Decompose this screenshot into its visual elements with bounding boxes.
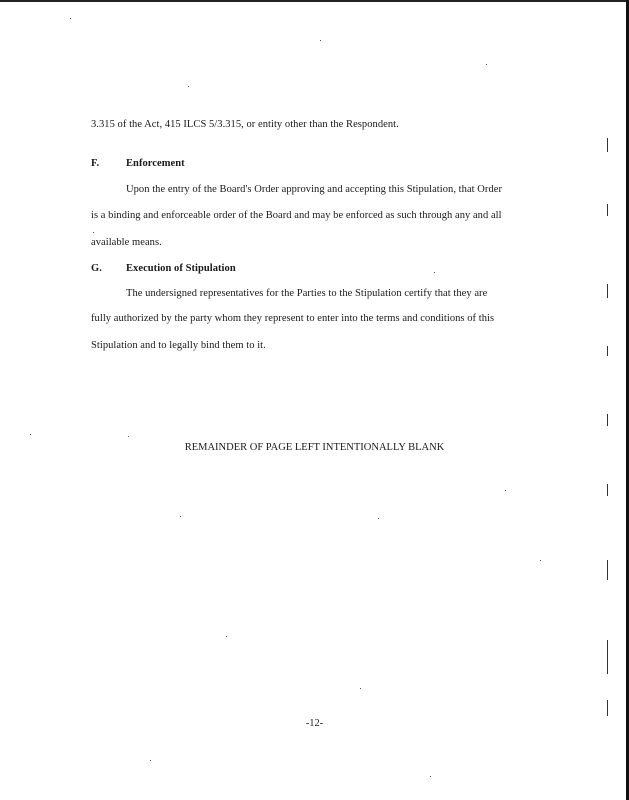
scan-speck <box>505 490 506 491</box>
scan-speck <box>430 776 431 777</box>
scan-speck <box>434 272 435 273</box>
text-line-4: is a binding and enforceable order of the Board and may be enforced as such through any and all <box>91 210 502 221</box>
text-line-1: 3.315 of the Act, 415 ILCS 5/3.315, or entity other than the Respondent. <box>91 119 399 130</box>
scan-mark <box>607 484 608 496</box>
scan-speck <box>30 434 31 435</box>
page-number: -12- <box>305 718 324 729</box>
section-f-label: F. <box>91 158 100 169</box>
scan-speck <box>486 64 487 65</box>
text-line-9: Stipulation and to legally bind them to it. <box>91 340 266 351</box>
scan-mark <box>607 560 608 580</box>
scan-top-border <box>0 0 629 2</box>
remainder-notice: REMAINDER OF PAGE LEFT INTENTIONALLY BLANK <box>184 442 445 453</box>
scan-speck <box>128 436 129 437</box>
scan-mark <box>607 204 608 216</box>
section-g-label: G. <box>91 263 102 274</box>
scan-speck <box>360 688 361 689</box>
text-line-7: The undersigned representatives for the Parties to the Stipulation certify that they are <box>126 288 488 299</box>
scan-speck <box>70 18 71 19</box>
scan-speck <box>540 560 541 561</box>
scan-speck <box>188 86 189 87</box>
scan-mark <box>607 284 608 298</box>
scan-mark <box>607 414 608 426</box>
scan-speck <box>320 40 321 41</box>
section-g-title: Execution of Stipulation <box>126 263 236 274</box>
scan-speck <box>378 518 379 519</box>
scan-mark <box>607 138 608 152</box>
text-line-5: available means. <box>91 237 162 248</box>
scan-speck <box>226 636 227 637</box>
section-f-title: Enforcement <box>126 158 185 169</box>
text-line-3: Upon the entry of the Board's Order approving and accepting this Stipulation, that Order <box>126 184 503 195</box>
scan-speck <box>150 760 151 761</box>
scan-mark <box>607 640 608 674</box>
scan-mark <box>607 346 608 356</box>
scan-speck <box>93 232 94 233</box>
text-line-8: fully authorized by the party whom they represent to enter into the terms and conditions of this <box>91 313 495 324</box>
scan-mark <box>607 700 608 716</box>
scan-speck <box>180 516 181 517</box>
